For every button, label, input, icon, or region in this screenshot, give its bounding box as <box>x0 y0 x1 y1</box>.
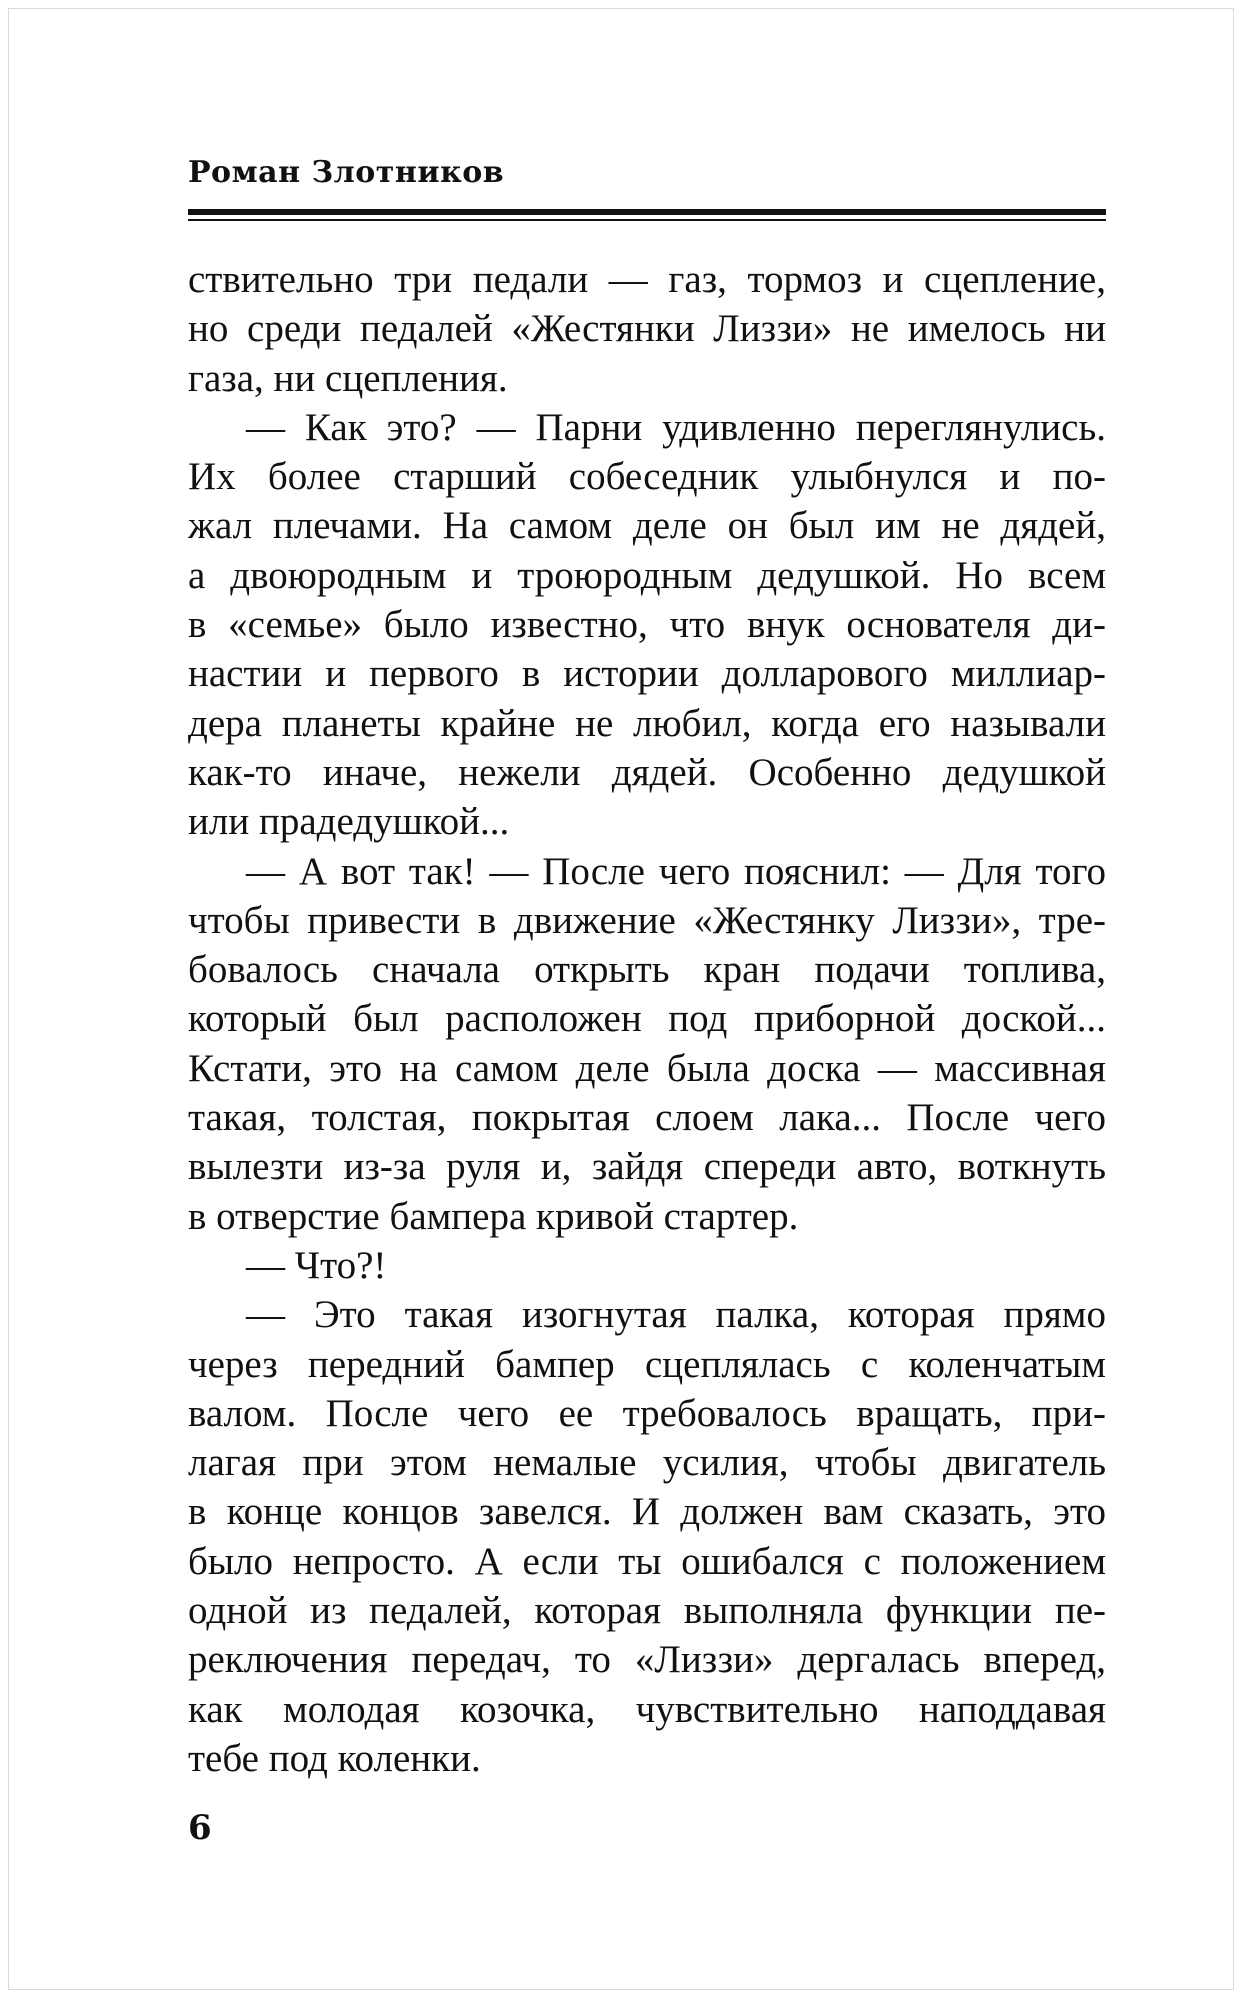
text-line: в конце концов завелся. И должен вам сказать, это <box>188 1490 1106 1534</box>
header-rule-thin <box>188 219 1106 221</box>
text-line: а двоюродным и троюродным дедушкой. Но всем <box>188 553 1106 597</box>
text-line: — А вот так! — После чего пояснил: — Для того <box>246 849 1106 893</box>
text-line: жал плечами. На самом деле он был им не дядей, <box>188 504 1106 548</box>
text-line: ствительно три педали — газ, тормоз и сцепление, <box>188 258 1106 301</box>
header-rule-thick <box>188 209 1106 215</box>
text-line: настии и первого в истории долларового миллиар- <box>188 652 1106 696</box>
text-line: одной из педалей, которая выполняла функции пе- <box>188 1589 1106 1633</box>
text-line: как-то иначе, нежели дядей. Особенно дедушкой <box>188 750 1106 794</box>
text-line: как молодая козочка, чувствительно наподдавая <box>188 1687 1106 1731</box>
text-line: который был расположен под приборной доской... <box>188 997 1106 1041</box>
text-line: лагая при этом немалые усилия, чтобы двигатель <box>188 1441 1106 1485</box>
text-line: газа, ни сцепления. <box>188 356 508 400</box>
page-number: 6 <box>188 1808 212 1848</box>
text-line: в отверстие бампера кривой стартер. <box>188 1194 799 1238</box>
text-line: но среди педалей «Жестянки Лиззи» не имелось ни <box>188 307 1106 351</box>
text-line: такая, толстая, покрытая слоем лака... После чего <box>188 1096 1106 1140</box>
running-head-author: Роман Злотников <box>188 155 505 190</box>
text-line: Кстати, это на самом деле была доска — массивная <box>188 1046 1106 1090</box>
text-line: вылезти из-за руля и, зайдя спереди авто, воткнуть <box>188 1145 1106 1189</box>
page-header <box>188 155 1106 221</box>
text-line: чтобы привести в движение «Жестянку Лиззи», тре- <box>188 898 1106 942</box>
text-line: реключения передач, то «Лиззи» дергалась вперед, <box>188 1638 1106 1682</box>
text-line: — Это такая изогнутая палка, которая прямо <box>246 1293 1106 1337</box>
text-line: через передний бампер сцеплялась с коленчатым <box>188 1342 1106 1386</box>
text-line: было непросто. А если ты ошибался с положением <box>188 1539 1106 1583</box>
body-text <box>188 255 1106 1783</box>
text-line: валом. После чего ее требовалось вращать, при- <box>188 1391 1106 1435</box>
text-line: — Как это? — Парни удивленно переглянулись. <box>246 405 1106 449</box>
text-line: — Что?! <box>246 1243 387 1287</box>
text-line: или прадедушкой... <box>188 800 510 844</box>
text-line: Их более старший собеседник улыбнулся и по- <box>188 455 1106 499</box>
text-line: бовалось сначала открыть кран подачи топлива, <box>188 948 1106 992</box>
text-line: дера планеты крайне не любил, когда его называли <box>188 701 1106 745</box>
text-line: тебе под коленки. <box>188 1736 481 1780</box>
text-line: в «семье» было известно, что внук основателя ди- <box>188 603 1106 647</box>
